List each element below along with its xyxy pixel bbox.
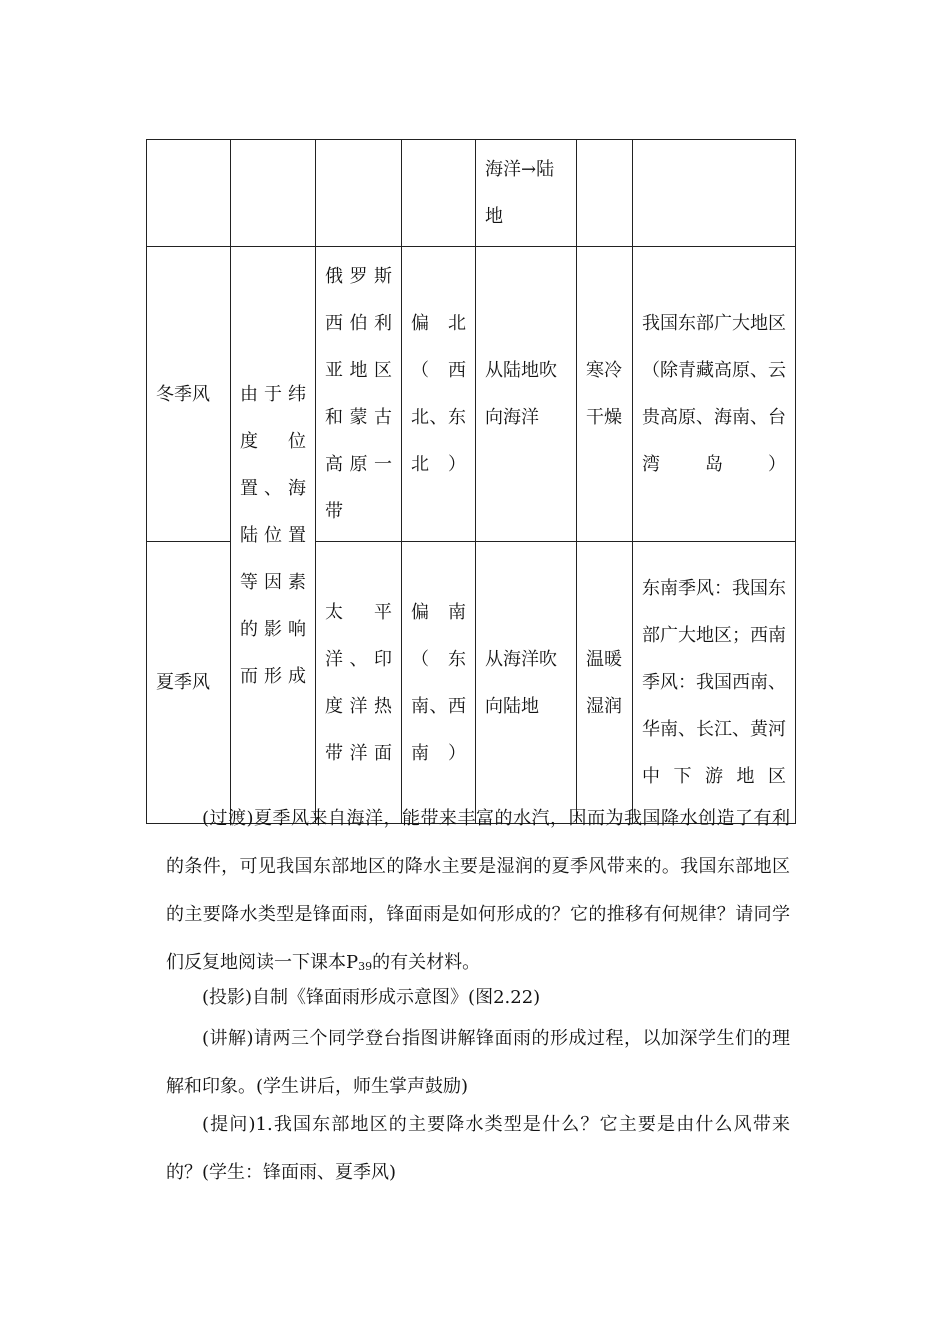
summer-name: 夏季风 <box>147 542 231 824</box>
winter-source: 俄罗斯西伯利亚地区和蒙古高原一带 <box>316 247 402 542</box>
table-cell <box>316 140 402 247</box>
table-cell <box>633 140 796 247</box>
table-cell <box>577 140 633 247</box>
paragraph-text: 的有关材料。 <box>372 952 481 973</box>
paragraph-text: (过渡)夏季风来自海洋，能带来丰富的水汽，因而为我国降水创造了有利的条件，可见我国东部地区的降水主要是湿润的夏季风带来的。我国东部地区的主要降水类型是锋面雨，锋面雨是如何形成的？它的推移有何规律？请同学们反复地阅读一下课本P <box>166 808 790 973</box>
table-cell: 海洋→陆地 <box>476 140 577 247</box>
table-cell <box>402 140 476 247</box>
table-cell <box>231 140 316 247</box>
paragraph-projection: (投影)自制《锋面雨形成示意图》(图2.22) <box>202 987 541 1008</box>
page-number-subscript: 39 <box>358 960 373 973</box>
winter-name: 冬季风 <box>147 247 231 542</box>
summer-region: 东南季风：我国东部广大地区；西南季风：我国西南、华南、长江、黄河中下游地区 <box>633 542 796 824</box>
table-row <box>147 140 796 247</box>
paragraph-explanation: (讲解)请两三个同学登台指图讲解锋面雨的形成过程，以加深学生们的理解和印象。(学生讲后，师生掌声鼓励) <box>166 1028 790 1097</box>
summer-character: 温暖湿润 <box>577 542 633 824</box>
summer-source: 太平洋、印度洋热带洋面 <box>316 542 402 824</box>
summer-nature: 从海洋吹向陆地 <box>476 542 577 824</box>
summer-direction: 偏南（东南、西南） <box>402 542 476 824</box>
winter-direction: 偏北（西北、东北） <box>402 247 476 542</box>
monsoon-cause: 由于纬度位置、海陆位置等因素的影响而形成 <box>231 247 316 824</box>
table-row-winter <box>147 247 796 542</box>
winter-region: 我国东部广大地区（除青藏高原、云贵高原、海南、台湾岛） <box>633 247 796 542</box>
monsoon-table <box>146 139 796 824</box>
winter-character: 寒冷干燥 <box>577 247 633 542</box>
paragraph-question: (提问)1.我国东部地区的主要降水类型是什么？它主要是由什么风带来的？(学生：锋面雨、夏季风) <box>166 1114 790 1183</box>
table-cell <box>147 140 231 247</box>
winter-nature: 从陆地吹向海洋 <box>476 247 577 542</box>
paragraph-transition <box>166 795 790 991</box>
